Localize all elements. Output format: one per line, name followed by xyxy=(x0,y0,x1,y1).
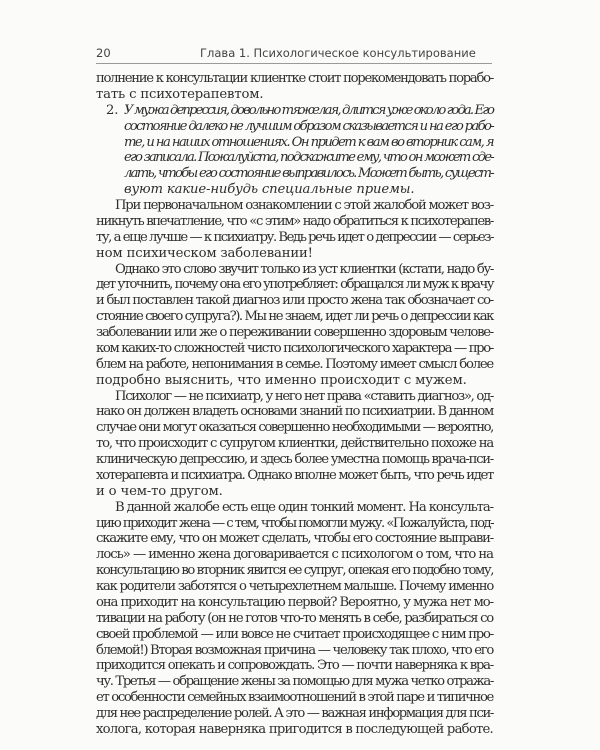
text-line: подробно выяснить, что именно происходит с мужем. xyxy=(96,372,467,388)
text-line: скажите ему, что он может сделать, чтобы его состояние выправи- xyxy=(96,531,493,547)
running-head xyxy=(96,46,492,64)
text-line: его записала. Пожалуйста, подскажите ему, что он может сде- xyxy=(124,150,493,166)
text-line: стояние своего супруга?). Мы не знаем, идет ли речь о депрессии как xyxy=(96,309,493,325)
text-line: Психолог — не психиатр, у него нет права «ставить диагноз», од- xyxy=(115,388,493,404)
text-line: лось» — именно жена договаривается с психологом о том, что на xyxy=(96,547,493,563)
text-line: При первоначальном ознакомлении с этой жалобой может воз- xyxy=(115,198,493,213)
paragraph xyxy=(96,262,493,389)
text-line: Однако это слово звучит только из уст клиентки (кстати, надо бу- xyxy=(115,261,493,277)
text-line: состояние далеко не лучшим образом сказывается и на его рабо- xyxy=(124,118,493,134)
text-line: ет особенности семейных взаимоотношений в этой паре и типичное xyxy=(96,690,493,706)
paragraph xyxy=(96,389,493,500)
chapter-title: Глава 1. Психологическое консультирование xyxy=(200,46,476,60)
text-line: те, и на наших отношениях. Он придет к вам во вторник сам, я xyxy=(124,134,493,150)
body-text xyxy=(96,71,493,738)
text-line: ту, а еще лучше — к психиатру. Ведь речь идет о депрессии — серьез- xyxy=(96,229,493,245)
text-line: ком каких-то сложностей чисто психологического характера — про- xyxy=(96,340,493,356)
text-line: она приходит на консультацию первой? Вероятно, у мужа нет мо- xyxy=(96,594,493,610)
text-line: как родители заботятся о четырехлетнем малыше. Почему именно xyxy=(96,579,493,594)
text-line: цию приходит жена — с тем, чтобы помогли мужу. «Пожалуйста, под- xyxy=(96,515,493,531)
text-line: холога, которая наверняка пригодится в последующей работе. xyxy=(96,721,493,737)
text-line: тать с психотерапевтом. xyxy=(96,86,264,102)
text-line: нако он должен владеть основами знаний по психиатрии. В данном xyxy=(96,404,493,420)
text-line: ном психическом заболевании! xyxy=(96,245,313,261)
list-marker: 2. xyxy=(106,102,119,118)
text-line: то, что происходит с супругом клиентки, действительно похоже на xyxy=(96,436,493,452)
text-line: клиническую депрессию, и здесь более уместна помощь врача-пси- xyxy=(96,452,493,467)
text-line: приходится опекать и сопровождать. Это — почти наверняка к вра- xyxy=(96,658,493,674)
complaint-list-item xyxy=(96,103,493,198)
text-line: консультацию во вторник явится ее супруг, опекая его подобно тому, xyxy=(96,563,493,579)
text-line: вуют какие-нибудь специальные приемы. xyxy=(124,182,415,198)
text-line: своей проблемой — или вовсе не считает происходящее с ним про- xyxy=(96,626,493,642)
text-line: никнуть впечатление, что «с этим» надо обратиться к психотерапев- xyxy=(96,213,493,229)
text-line: хотерапевта и психиатра. Однако вполне может быть, что речь идет xyxy=(96,467,493,483)
text-line: В данной жалобе есть еще один тонкий момент. На консульта- xyxy=(115,499,493,515)
text-line: и был поставлен такой диагноз или просто жена так обозначает со- xyxy=(96,293,493,309)
text-line: блем на работе, непонимания в семье. Поэтому имеет смысл более xyxy=(96,356,493,372)
text-line: тивации на работу (он не готов что-то менять в себе, разбираться со xyxy=(96,610,493,626)
page-number: 20 xyxy=(96,46,111,60)
text-line: чу. Третья — обращение жены за помощью для мужа четко отража- xyxy=(96,674,493,690)
text-line: полнение к консультации клиентке стоит порекомендовать порабо- xyxy=(96,71,493,86)
continuation-paragraph xyxy=(96,71,493,103)
text-line: случае они могут оказаться совершенно необходимыми — вероятно, xyxy=(96,420,493,436)
text-line: и о чем-то другом. xyxy=(96,483,223,499)
text-line: блемой!) Вторая возможная причина — человеку так плохо, что его xyxy=(96,642,493,658)
paragraph xyxy=(96,198,493,262)
text-line: лать, чтобы его состояние выправилось. Может быть, сущест- xyxy=(124,166,493,182)
text-line: дет уточнить, почему она его употребляет: обращался ли муж к врачу xyxy=(96,277,493,293)
paragraph xyxy=(96,500,493,738)
text-line: У мужа депрессия, довольно тяжелая, длится уже около года. Его xyxy=(124,102,493,118)
text-line: для нее распределение ролей. А это — важная информация для пси- xyxy=(96,706,493,721)
text-line: заболевании или же о переживании совершенно здоровым челове- xyxy=(96,325,493,340)
